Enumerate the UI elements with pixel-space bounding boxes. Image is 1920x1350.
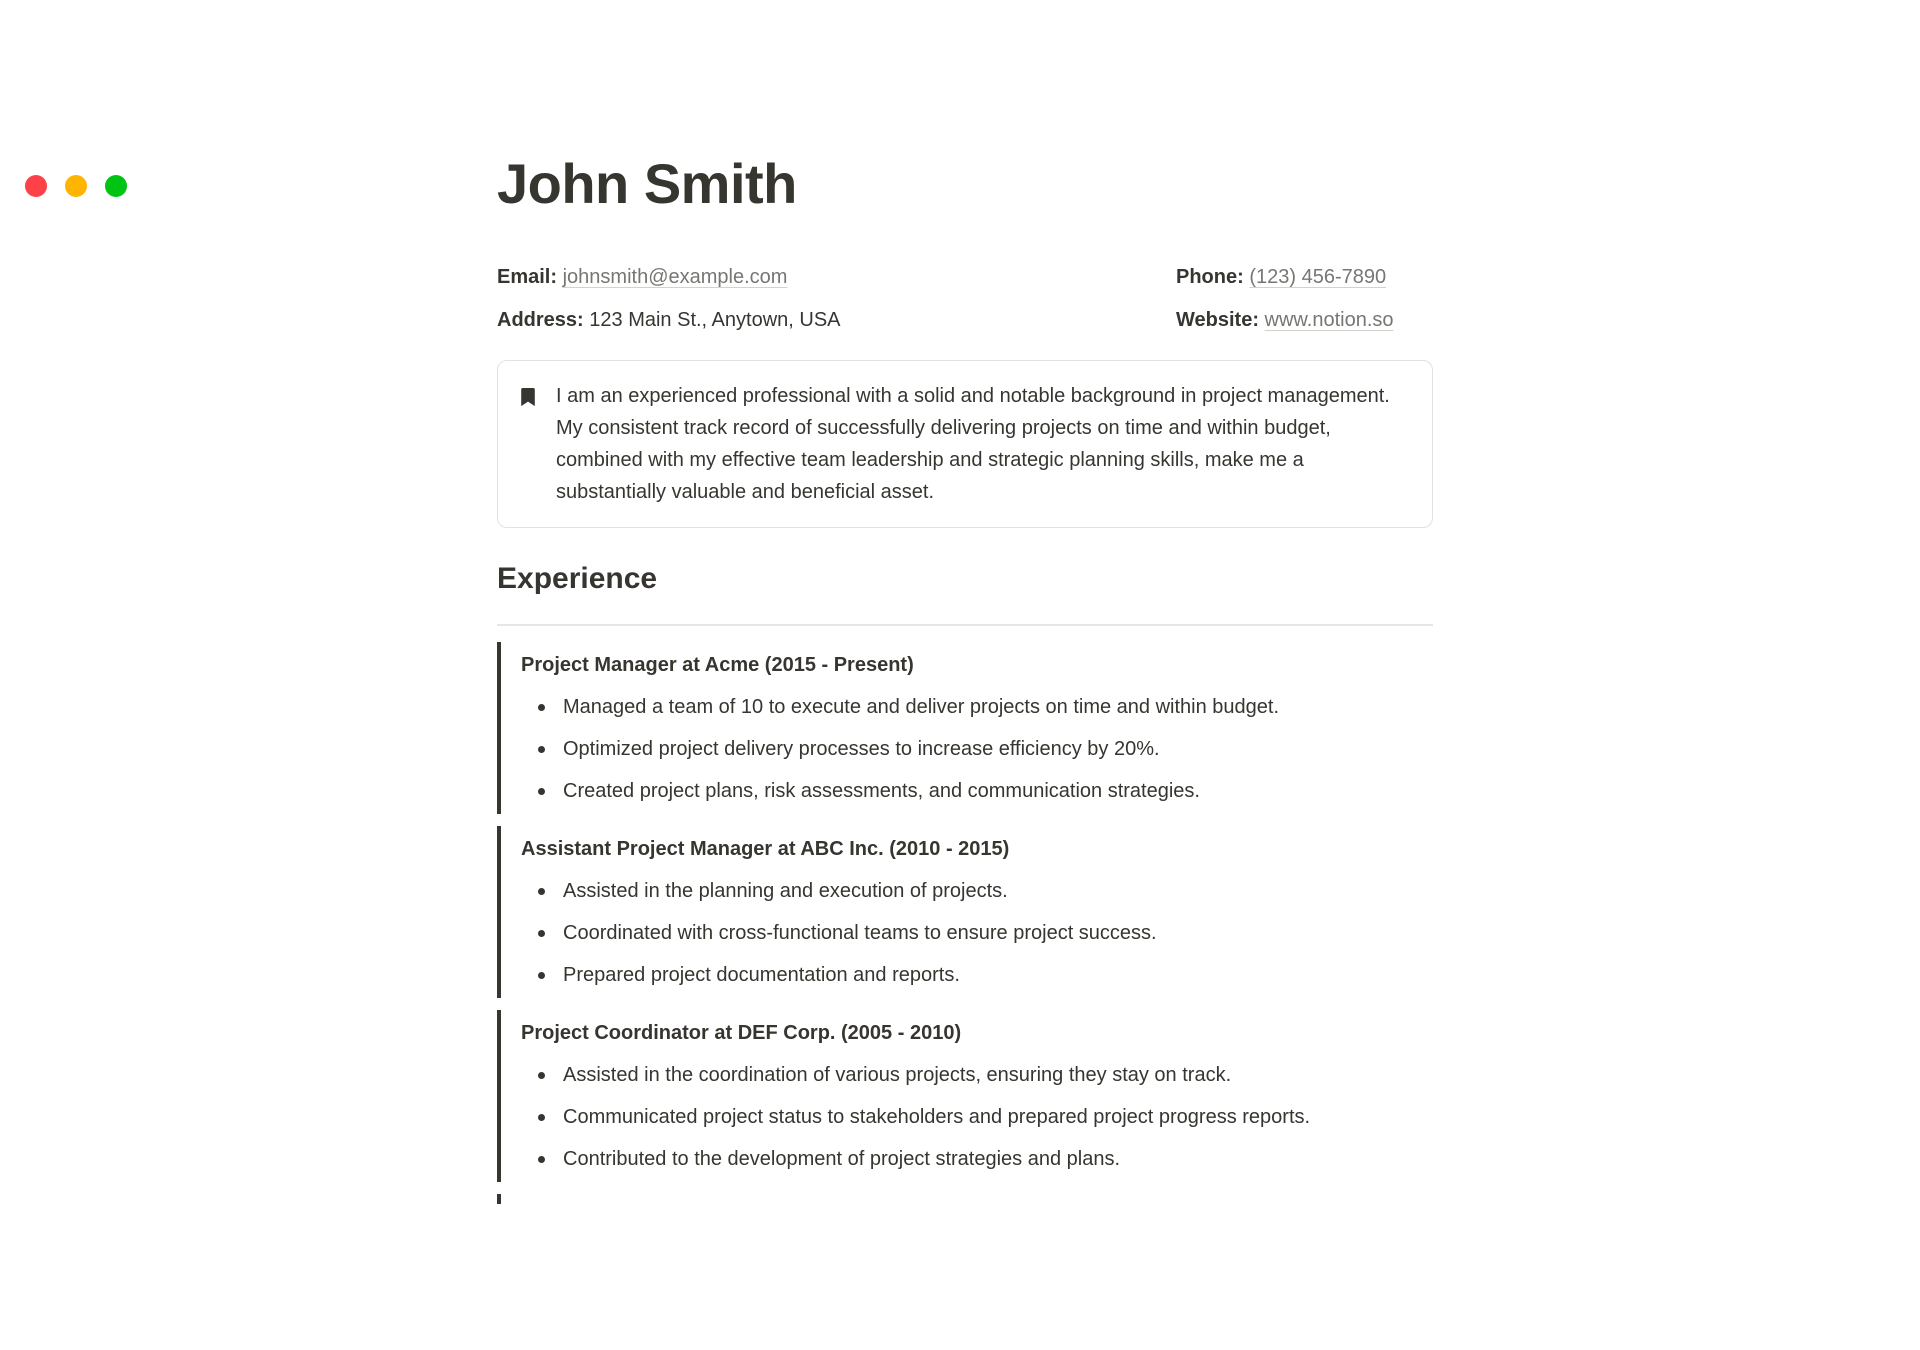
website-link[interactable]: www.notion.so <box>1264 309 1394 332</box>
entry-bullet-list <box>521 1060 1433 1174</box>
contact-row <box>497 306 1433 334</box>
summary-text[interactable]: I am an experienced professional with a solid and notable background in project management. My consistent track record of successfully delivering projects on time and within budget, combined with my effective team leadership and strategic planning skills, make me a substantially valuable and beneficial asset. <box>556 385 1390 504</box>
entry-bullet[interactable]: Coordinated with cross-functional teams to ensure project success. <box>521 918 1433 948</box>
divider <box>497 624 1433 626</box>
summary-callout[interactable] <box>497 360 1433 528</box>
entry-bullet[interactable]: Assisted in the planning and execution of projects. <box>521 876 1433 906</box>
entry-bullet[interactable]: Contributed to the development of project strategies and plans. <box>521 1144 1433 1174</box>
phone-field <box>1176 263 1433 291</box>
email-field <box>497 263 1176 291</box>
address-value[interactable]: 123 Main St., Anytown, USA <box>589 309 841 332</box>
email-label: Email: <box>497 266 558 289</box>
contact-info <box>497 263 1433 334</box>
page-title[interactable]: John Smith <box>497 152 797 215</box>
entry-bullet-list <box>521 876 1433 990</box>
contact-row <box>497 263 1433 291</box>
entry-bullet[interactable]: Created project plans, risk assessments, and communication strategies. <box>521 776 1433 806</box>
bookmark-icon[interactable] <box>514 380 542 409</box>
email-link[interactable]: johnsmith@example.com <box>562 266 788 289</box>
entry-bullet[interactable]: Prepared project documentation and reports. <box>521 960 1433 990</box>
phone-label: Phone: <box>1176 266 1244 289</box>
entry-bullet[interactable]: Communicated project status to stakeholders and prepared project progress reports. <box>521 1102 1433 1132</box>
zoom-button[interactable] <box>105 175 127 197</box>
entry-bullet-list <box>521 692 1433 806</box>
window-controls <box>25 175 127 197</box>
experience-entry-abc[interactable] <box>497 826 1433 998</box>
experience-heading[interactable]: Experience <box>497 562 658 596</box>
experience-entry-acme[interactable] <box>497 642 1433 814</box>
phone-link[interactable]: (123) 456-7890 <box>1249 266 1387 289</box>
entry-title[interactable]: Project Coordinator at DEF Corp. (2005 - 2010) <box>521 1022 962 1045</box>
entry-bullet[interactable]: Assisted in the coordination of various projects, ensuring they stay on track. <box>521 1060 1433 1090</box>
experience-entries <box>497 642 1433 1204</box>
next-quote-block-partial[interactable] <box>497 1194 1433 1204</box>
page-content <box>497 150 1433 1204</box>
close-button[interactable] <box>25 175 47 197</box>
address-label: Address: <box>497 309 584 332</box>
entry-title[interactable]: Project Manager at Acme (2015 - Present) <box>521 654 914 677</box>
entry-title[interactable]: Assistant Project Manager at ABC Inc. (2010 - 2015) <box>521 838 1010 861</box>
minimize-button[interactable] <box>65 175 87 197</box>
website-field <box>1176 306 1433 334</box>
address-field <box>497 306 1176 334</box>
entry-bullet[interactable]: Optimized project delivery processes to increase efficiency by 20%. <box>521 734 1433 764</box>
website-label: Website: <box>1176 309 1259 332</box>
experience-entry-def[interactable] <box>497 1010 1433 1182</box>
entry-bullet[interactable]: Managed a team of 10 to execute and deliver projects on time and within budget. <box>521 692 1433 722</box>
